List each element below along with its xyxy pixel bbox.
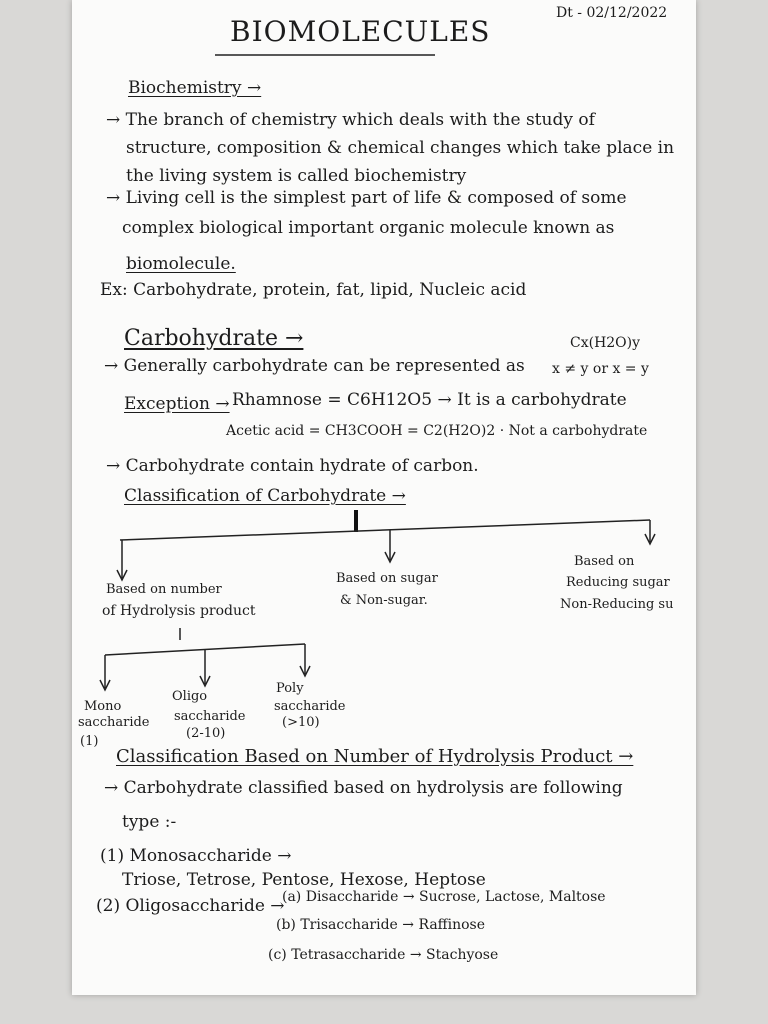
biomolecule-term: biomolecule. <box>126 254 236 274</box>
monosaccharide-list: Triose, Tetrose, Pentose, Hexose, Heptose <box>122 870 486 890</box>
leaf-mono-line1: Mono <box>84 699 122 714</box>
exception-rhamnose: Rhamnose = C6H12O5 → It is a carbohydrate <box>232 390 627 410</box>
carbohydrate-hydrate: → Carbohydrate contain hydrate of carbon. <box>106 456 479 476</box>
hydrolysis-line2: type :- <box>122 812 177 832</box>
biochemistry-point1-line3: the living system is called biochemistry <box>126 166 467 186</box>
leaf-mono-line3: (1) <box>80 734 99 749</box>
biochemistry-heading: Biochemistry → <box>128 78 262 98</box>
carbohydrate-heading: Carbohydrate → <box>124 326 304 351</box>
oligosaccharide-label: (2) Oligosaccharide → <box>96 896 285 916</box>
exception-label: Exception → <box>124 394 230 414</box>
page-date: Dt - 02/12/2022 <box>556 5 668 21</box>
leaf-oligo-line3: (2-10) <box>186 726 226 741</box>
carbohydrate-general: → Generally carbohydrate can be represented as <box>104 356 525 376</box>
leaf-oligo-line2: saccharide <box>174 709 246 724</box>
branch-hydrolysis-line2: of Hydrolysis product <box>102 603 256 619</box>
branch-reducing-line3: Non-Reducing su <box>560 597 674 612</box>
leaf-poly-line3: (>10) <box>282 715 320 730</box>
biochemistry-point2-line2: complex biological important organic molecule known as <box>122 218 615 238</box>
page-title: BIOMOLECULES <box>230 15 491 48</box>
biochemistry-point1-line2: structure, composition & chemical changes which take place in <box>126 138 675 158</box>
carbohydrate-formula: Cx(H2O)y <box>570 335 641 351</box>
branch-sugar-line1: Based on sugar <box>336 571 438 586</box>
exception-acetic-acid: Acetic acid = CH3COOH = C2(H2O)2 · Not a carbohydrate <box>226 423 648 439</box>
disaccharide-line: (a) Disaccharide → Sucrose, Lactose, Maltose <box>282 889 606 905</box>
leaf-oligo-line1: Oligo <box>172 689 208 704</box>
biochemistry-point1-line1: → The branch of chemistry which deals with the study of <box>106 110 595 130</box>
branch-reducing-line2: Reducing sugar <box>566 575 670 590</box>
leaf-mono-line2: saccharide <box>78 715 150 730</box>
classification-heading: Classification of Carbohydrate → <box>124 486 406 506</box>
hydrolysis-heading: Classification Based on Number of Hydrolysis Product → <box>116 746 634 767</box>
branch-hydrolysis-line1: Based on number <box>106 582 222 597</box>
tetrasaccharide-line: (c) Tetrasaccharide → Stachyose <box>268 947 499 963</box>
branch-sugar-line2: & Non-sugar. <box>340 593 428 608</box>
leaf-poly-line2: saccharide <box>274 699 346 714</box>
carbohydrate-condition: x ≠ y or x = y <box>552 361 649 377</box>
leaf-poly-line1: Poly <box>276 681 304 696</box>
hydrolysis-line1: → Carbohydrate classified based on hydrolysis are following <box>104 778 623 798</box>
trisaccharide-line: (b) Trisaccharide → Raffinose <box>276 917 486 933</box>
branch-reducing-line1: Based on <box>574 554 635 569</box>
biochemistry-point2-line1: → Living cell is the simplest part of life & composed of some <box>106 188 627 208</box>
monosaccharide-label: (1) Monosaccharide → <box>100 846 292 866</box>
biomolecule-examples: Ex: Carbohydrate, protein, fat, lipid, Nucleic acid <box>100 280 527 300</box>
